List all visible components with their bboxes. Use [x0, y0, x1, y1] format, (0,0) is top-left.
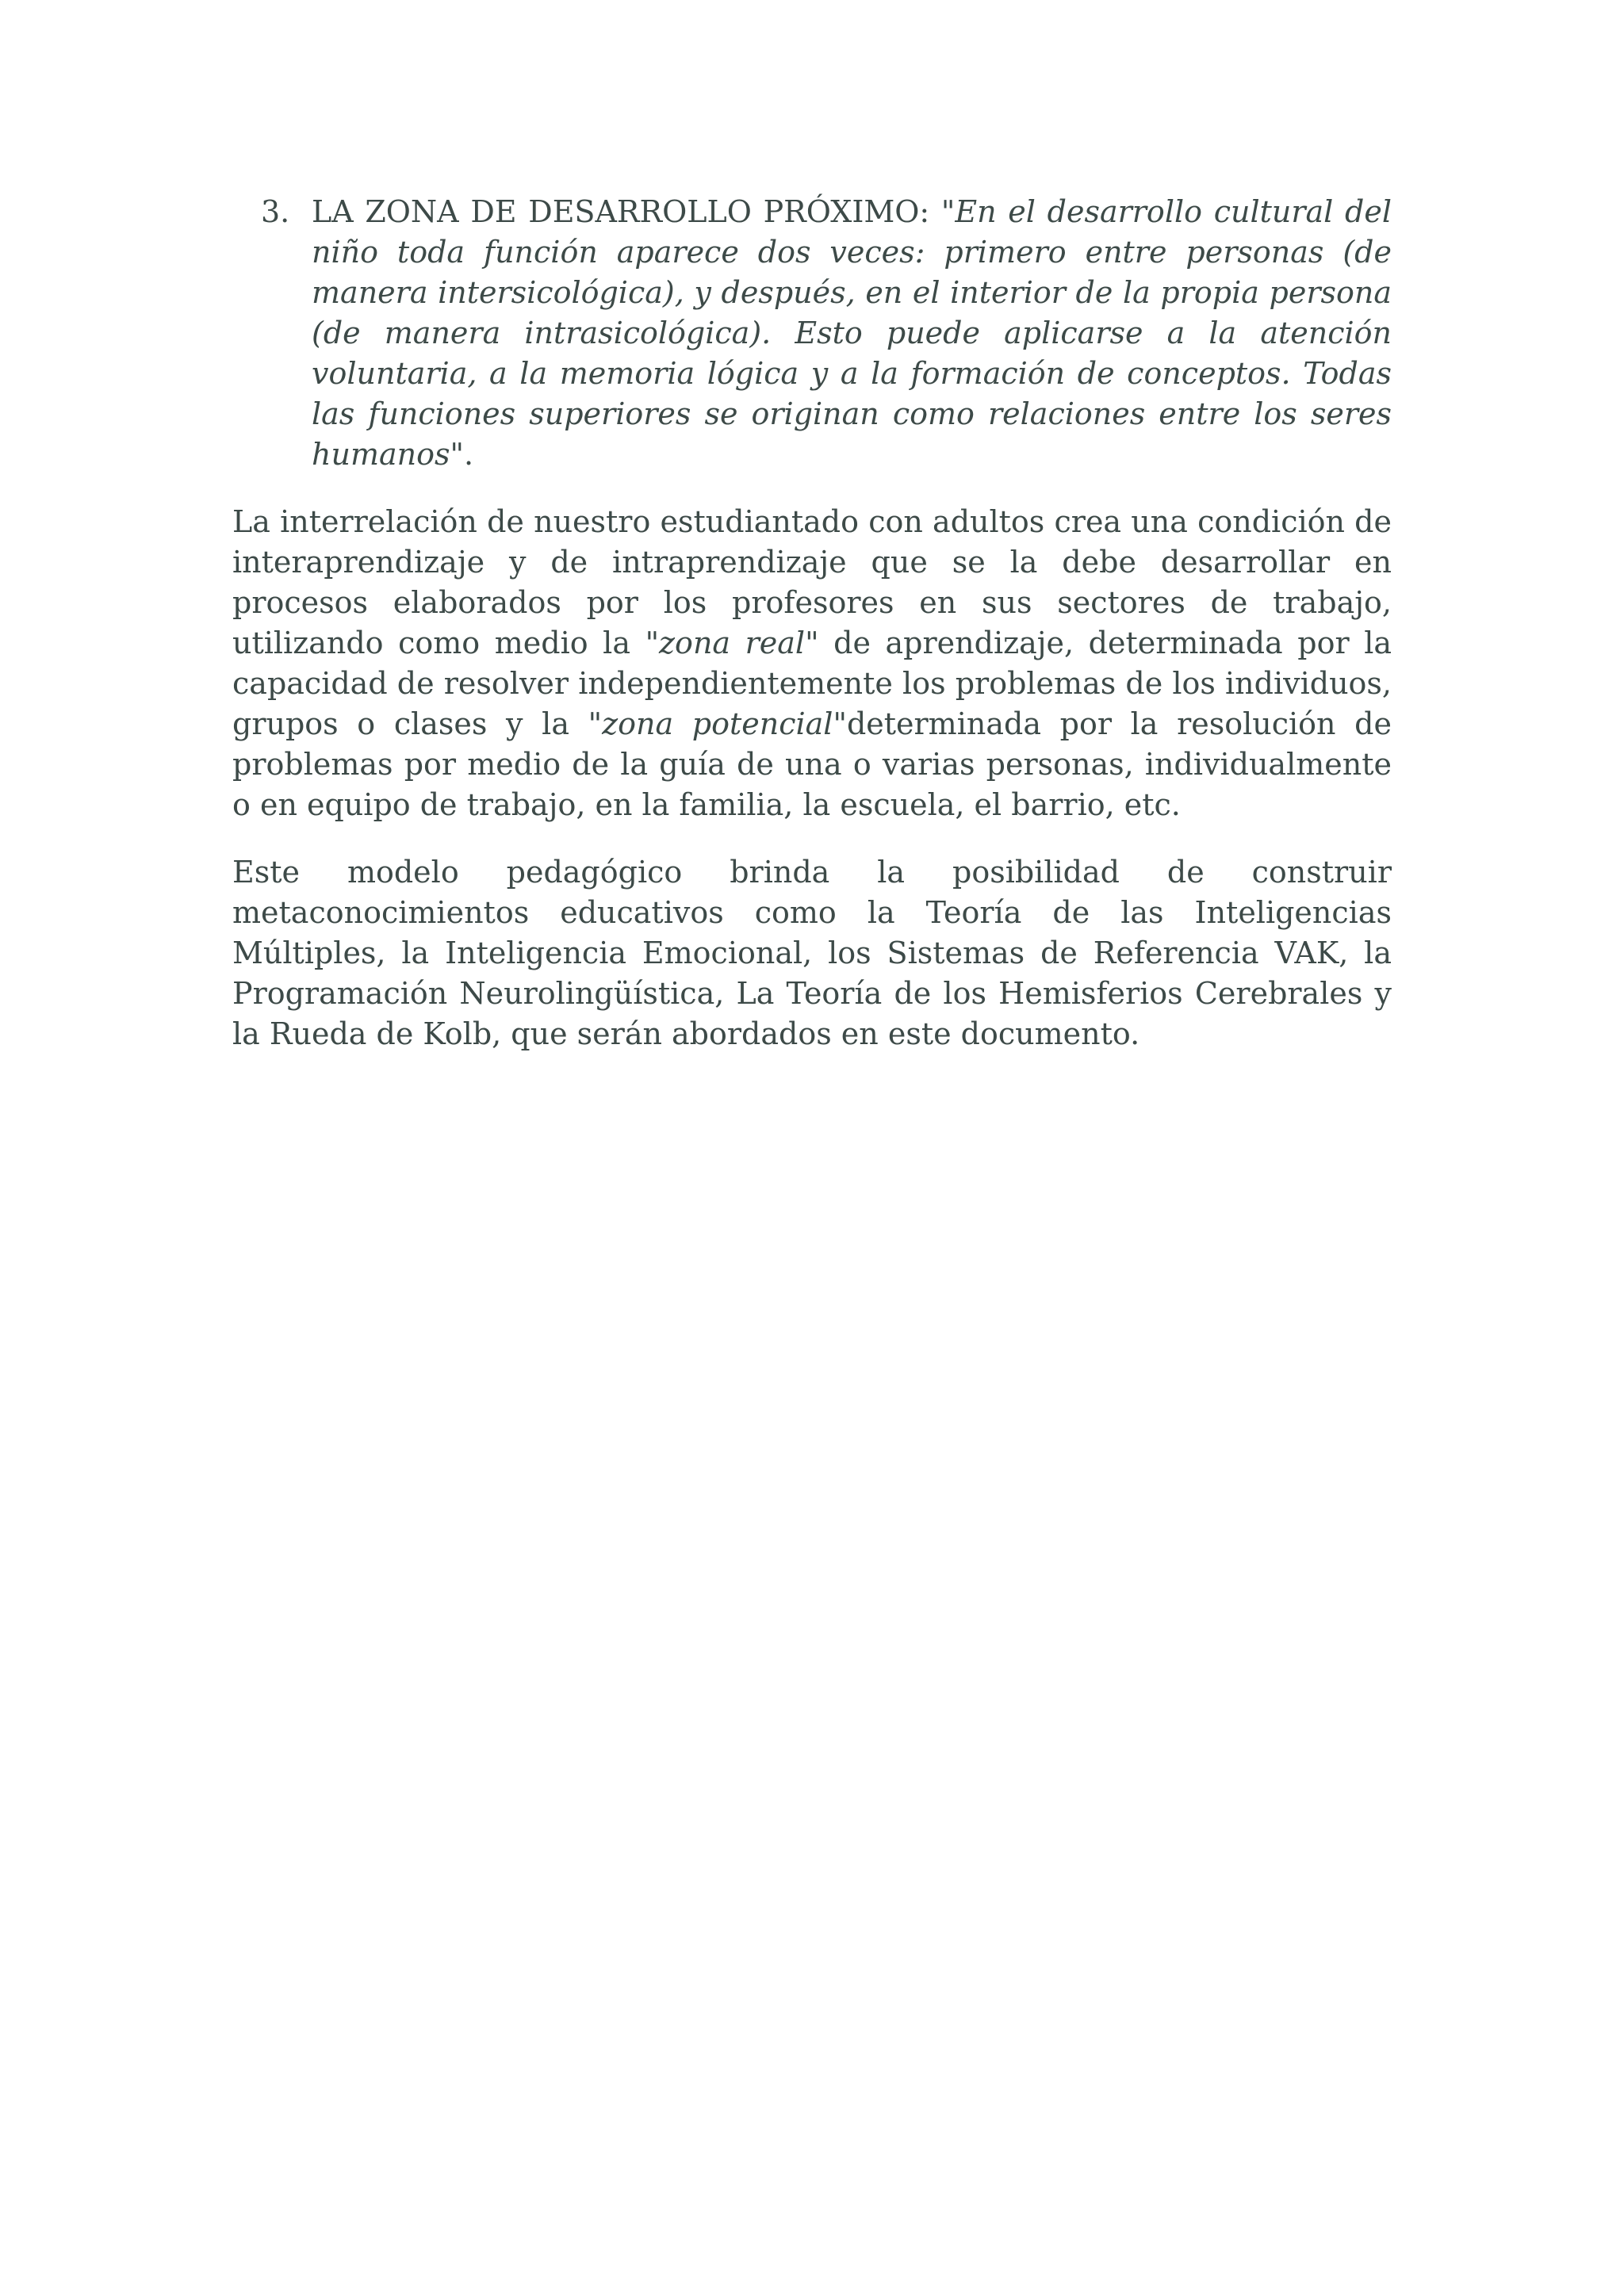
document-body: [232, 192, 1392, 1081]
paragraph-1-part-2: de aprendizaje, determinada por la capacidad de resolver independientemente los problemas de los individuos, grupos o clases y la: [232, 626, 1392, 741]
zona-real-term: "zona real": [645, 626, 819, 660]
list-number: 3.: [261, 194, 290, 229]
vygotsky-quote: "En el desarrollo cultural del niño toda función aparece dos veces: primero entre personas (de manera intersicológica), y después, en el interior de la propia persona (de manera intrasicológica). Esto puede aplicarse a la atención voluntaria, a la memoria lógica y a la formación de conceptos. Todas las funciones superiores se originan como relaciones entre los seres humanos": [312, 194, 1392, 472]
zona-potencial-term: "zona potencial": [588, 706, 847, 741]
paragraph-1-part-3: determinada por la resolución de problemas por medio de la guía de una o varias personas, individualmente o en equipo de trabajo, en la familia, la escuela, el barrio, etc.: [232, 706, 1392, 822]
list-item-heading: LA ZONA DE DESARROLLO PRÓXIMO:: [312, 194, 941, 229]
paragraph-interrelacion: [232, 502, 1392, 825]
paragraph-1-part-1: La interrelación de nuestro estudiantado con adultos crea una condición de interaprendizaje y de intraprendizaje que se la debe desarrollar en procesos elaborados por los profesores en sus sectores de trabajo, utilizando como medio la: [232, 504, 1392, 660]
paragraph-modelo-pedagogico: Este modelo pedagógico brinda la posibilidad de construir metaconocimientos educativos como la Teoría de las Inteligencias Múltiples, la Inteligencia Emocional, los Sistemas de Referencia VAK, la Programación Neurolingüística, La Teoría de los Hemisferios Cerebrales y la Rueda de Kolb, que serán abordados en este documento.: [232, 855, 1392, 1051]
list-item-end: .: [463, 437, 474, 472]
list-item-zona-desarrollo: [232, 192, 1392, 475]
